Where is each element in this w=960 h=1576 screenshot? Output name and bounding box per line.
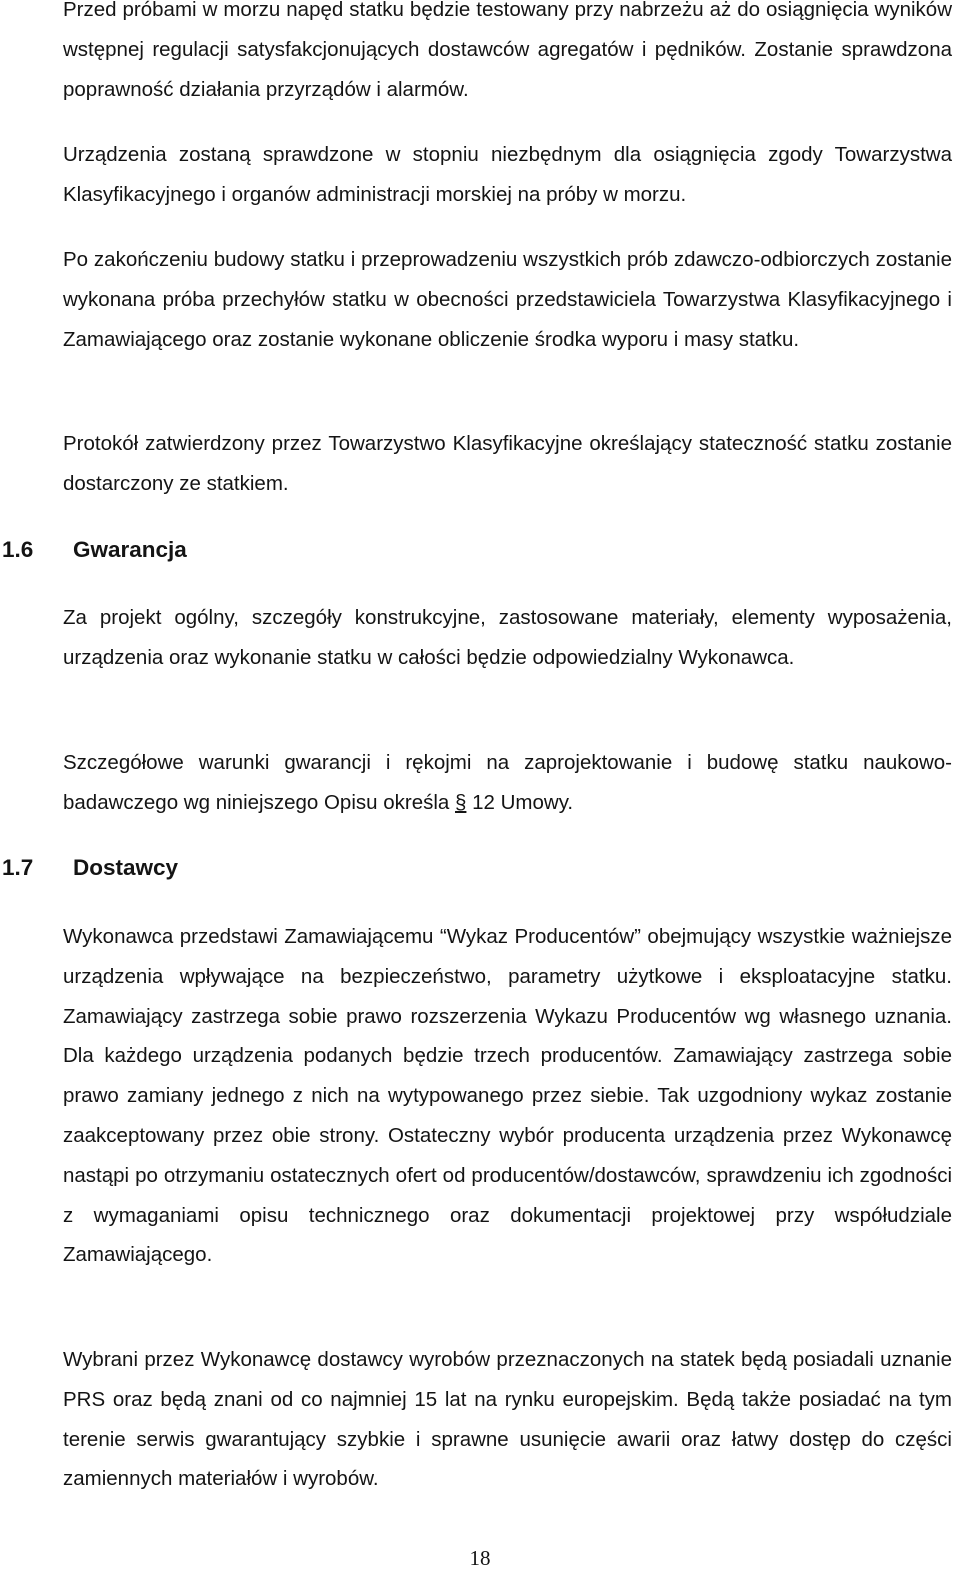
page-number: 18 xyxy=(469,1546,491,1570)
paragraph-producers-list: Wykonawca przedstawi Zamawiającemu “Wykaz Producentów” obejmujący wszystkie ważniejsze urządzenia wpływające na bezpieczeństwo, parametry użytkowe i eksploatacyjne statku. Zamawiający zastrzega sobie prawo rozszerzenia Wykazu Producentów wg własnego uznania. Dla każdego urządzenia podanych będzie trzech producentów. Zamawiający zastrzega sobie prawo zamiany jednego z nich na wytypowanego przez siebie. Tak uzgodniony wykaz zostanie zaakceptowany przez obie strony. Ostateczny wybór producenta urządzenia przez Wykonawcę nastąpi po otrzymaniu ostatecznych ofert od producentów/dostawców, sprawdzeniu ich zgodności z wymaganiami opisu technicznego oraz dokumentacji projektowej przy współudziale Zamawiającego. xyxy=(63,925,952,1267)
guarantee-text-before: Szczegółowe warunki gwarancji i rękojmi na zaprojektowanie i budowę statku naukowo-badawczego wg niniejszego Opisu określa xyxy=(63,751,952,814)
section-number: 1.6 xyxy=(2,537,34,562)
paragraph-guarantee-terms xyxy=(63,743,952,823)
guarantee-text-after: 12 Umowy. xyxy=(466,790,574,814)
paragraph-devices-check: Urządzenia zostaną sprawdzone w stopniu niezbędnym dla osiągnięcia zgody Towarzystwa Klasyfikacyjnego i organów administracji morskiej na próby w morzu. xyxy=(63,143,952,206)
paragraph-dock-trials: Przed próbami w morzu napęd statku będzie testowany przy nabrzeżu aż do osiągnięcia wyników wstępnej regulacji satysfakcjonujących dostawców agregatów i pędników. Zostanie sprawdzona poprawność działania przyrządów i alarmów. xyxy=(63,0,952,101)
section-heading-1-6 xyxy=(2,535,187,565)
paragraph-responsibility: Za projekt ogólny, szczegóły konstrukcyjne, zastosowane materiały, elementy wyposażenia, urządzenia oraz wykonanie statku w całości będzie odpowiedzialny Wykonawca. xyxy=(63,606,952,669)
section-number: 1.7 xyxy=(2,855,34,880)
section-title: Dostawcy xyxy=(73,855,179,880)
paragraph-selected-suppliers: Wybrani przez Wykonawcę dostawcy wyrobów przeznaczonych na statek będą posiadali uznanie PRS oraz będą znani od co najmniej 15 lat na rynku europejskim. Będą także posiadać na tym terenie serwis gwarantujący szybkie i sprawne usunięcie awarii oraz łatwy dostęp do części zamiennych materiałów i wyrobów. xyxy=(63,1348,952,1491)
paragraph-stability-protocol: Protokół zatwierdzony przez Towarzystwo Klasyfikacyjne określający stateczność statku zostanie dostarczony ze statkiem. xyxy=(63,432,952,495)
paragraph-inclining-test: Po zakończeniu budowy statku i przeprowadzeniu wszystkich prób zdawczo-odbiorczych zostanie wykonana próba przechyłów statku w obecności przedstawiciela Towarzystwa Klasyfikacyjnego i Zamawiającego oraz zostanie wykonane obliczenie środka wyporu i masy statku. xyxy=(63,248,952,351)
section-title: Gwarancja xyxy=(73,537,187,562)
paragraph-symbol: § xyxy=(455,790,467,814)
section-heading-1-7 xyxy=(2,853,178,883)
